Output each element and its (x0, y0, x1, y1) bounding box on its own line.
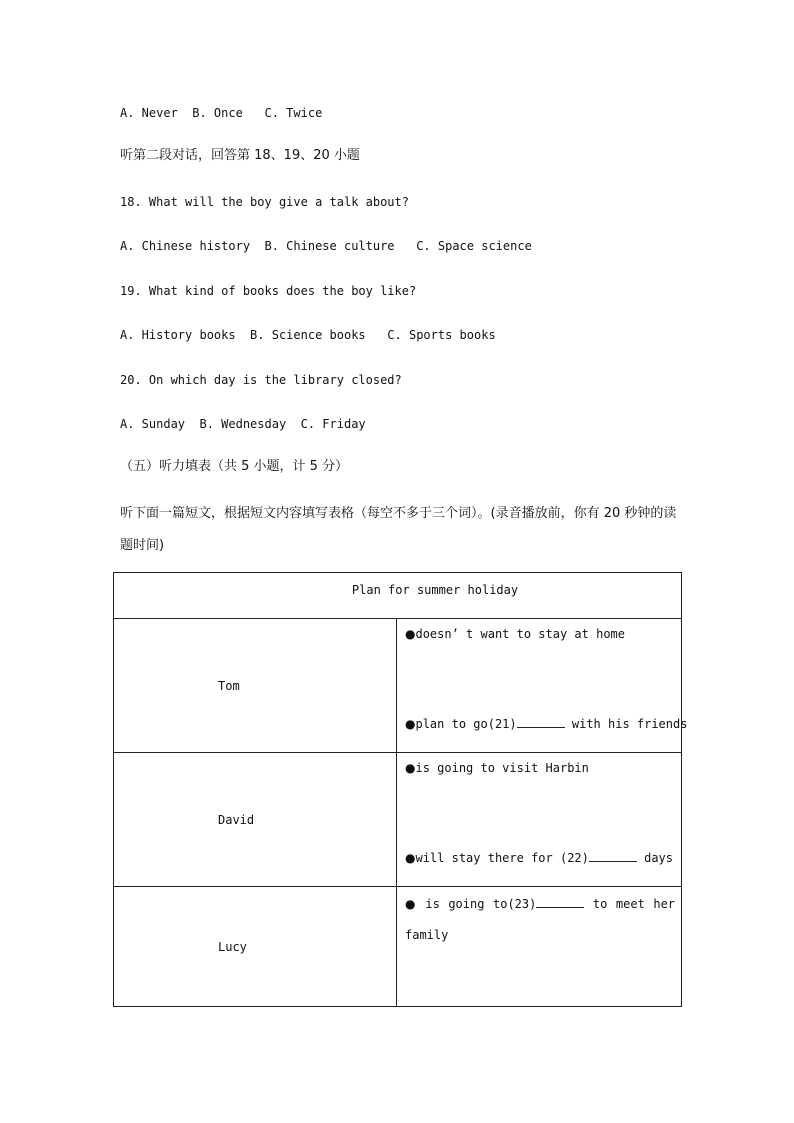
bullet-icon: ● (405, 627, 416, 641)
question-19: 19. What kind of books does the boy like? (120, 284, 417, 298)
item-text: to meet her family (405, 897, 676, 942)
blank-21[interactable] (517, 716, 565, 728)
list-item (405, 889, 675, 951)
table-title-row (114, 573, 682, 619)
q18-options: A. Chinese history B. Chinese culture C. Space science (120, 239, 532, 253)
table-title: Plan for summer holiday (351, 583, 519, 597)
detail-cell (397, 887, 682, 1007)
bullet-icon: ● (405, 897, 417, 911)
item-text: plan to go(21) (415, 717, 517, 731)
item-text: doesn’ t want to stay at home (415, 627, 625, 641)
table-row (114, 753, 682, 887)
blank-23[interactable] (536, 896, 584, 908)
q17-options: A. Never B. Once C. Twice (120, 106, 323, 120)
bullet-icon: ● (405, 851, 416, 865)
list-item (405, 850, 673, 865)
person-name: David (218, 812, 255, 827)
person-name: Lucy (218, 939, 247, 954)
plan-table (113, 572, 688, 1007)
name-cell (114, 619, 397, 753)
q20-options: A. Sunday B. Wednesday C. Friday (120, 417, 366, 431)
question-18: 18. What will the boy give a talk about? (120, 195, 409, 209)
item-text: is going to visit Harbin (415, 761, 589, 775)
bullet-icon: ● (405, 761, 416, 775)
name-cell (114, 887, 397, 1007)
item-text: will stay there for (22) (415, 851, 589, 865)
section-5-instruction: 听下面一篇短文，根据短文内容填写表格（每空不多于三个词）。(录音播放前，你有 20 秒钟的读题时间) (120, 506, 677, 553)
bullet-icon: ● (405, 717, 416, 731)
table-row (114, 887, 682, 1007)
detail-cell (397, 619, 688, 753)
blank-22[interactable] (589, 850, 637, 862)
list-item (405, 761, 589, 775)
person-name: Tom (218, 678, 240, 693)
table-row (114, 619, 682, 753)
detail-cell (397, 753, 682, 887)
section-5-heading: （五）听力填表（共 5 小题，计 5 分） (120, 459, 349, 474)
item-text: with his friends (564, 717, 688, 731)
list-item (405, 627, 625, 641)
item-text: days (636, 851, 673, 865)
name-cell (114, 753, 397, 887)
question-20: 20. On which day is the library closed? (120, 373, 402, 387)
section-instruction-dialog-2: 听第二段对话，回答第 18、19、20 小题 (120, 148, 360, 163)
item-text: is going to(23) (416, 897, 537, 911)
q19-options: A. History books B. Science books C. Sports books (120, 328, 496, 342)
table-title-cell (114, 573, 682, 619)
list-item (405, 716, 687, 731)
